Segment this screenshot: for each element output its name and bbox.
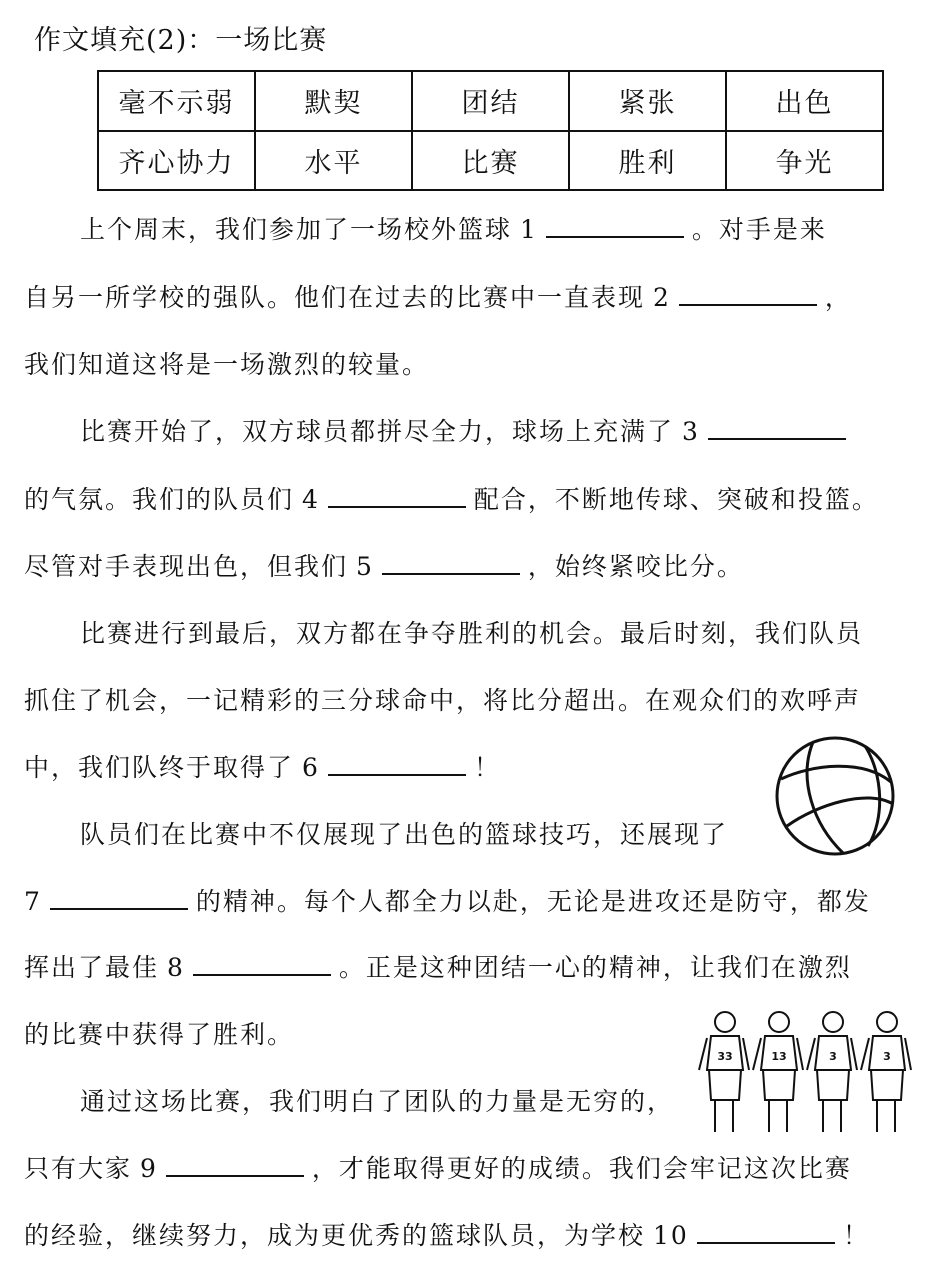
- line-text: 我们知道这将是一场激烈的较量。: [24, 350, 430, 379]
- word-bank-row: [98, 131, 883, 191]
- line-text: 自另一所学校的强队。他们在过去的比赛中一直表现: [24, 283, 646, 312]
- passage-line: [24, 278, 914, 318]
- word-bank-table: [97, 70, 884, 191]
- answer-blank[interactable]: [679, 278, 817, 306]
- passage-line: [24, 1149, 914, 1189]
- passage-line: [80, 614, 939, 654]
- word-bank-cell: 紧张: [569, 71, 726, 131]
- passage-line: [24, 547, 914, 587]
- line-text: 的气氛。我们的队员们: [24, 485, 295, 514]
- line-text: 比赛进行到最后，双方都在争夺胜利的机会。最后时刻，我们队员: [80, 619, 864, 648]
- word-bank-cell: 团结: [412, 71, 569, 131]
- blank-number: 3: [682, 417, 700, 446]
- line-text: 通过这场比赛，我们明白了团队的力量是无穷的，: [80, 1087, 675, 1116]
- word-bank-cell: 毫不示弱: [98, 71, 255, 131]
- line-text: 的比赛中获得了胜利。: [24, 1020, 295, 1049]
- answer-blank[interactable]: [708, 412, 846, 440]
- passage-line: [24, 882, 914, 922]
- blank-number: 1: [520, 215, 538, 244]
- line-text: 。正是这种团结一心的精神，让我们在激烈: [338, 953, 852, 982]
- jersey-number: 13: [771, 1050, 787, 1063]
- answer-blank[interactable]: [328, 748, 466, 776]
- line-text: ！: [842, 1221, 870, 1250]
- line-text: 上个周末，我们参加了一场校外篮球: [80, 215, 513, 244]
- line-text: 的经验，继续努力，成为更优秀的篮球队员，为学校: [24, 1221, 646, 1250]
- passage-line: [80, 412, 939, 452]
- blank-number: 6: [302, 753, 320, 782]
- line-text: ，才能取得更好的成绩。我们会牢记这次比赛: [311, 1154, 852, 1183]
- line-text: ，: [824, 283, 852, 312]
- line-text: 只有大家: [24, 1154, 133, 1183]
- blank-number: 4: [302, 485, 320, 514]
- basketball-icon: [773, 734, 897, 858]
- blank-number: 5: [356, 552, 374, 581]
- passage-line: [80, 210, 939, 250]
- line-text: 的精神。每个人都全力以赴，无论是进攻还是防守，都发: [195, 887, 871, 916]
- blank-number: 10: [653, 1221, 689, 1250]
- answer-blank[interactable]: [166, 1149, 304, 1177]
- line-text: ，始终紧咬比分。: [527, 552, 744, 581]
- line-text: 挥出了最佳: [24, 953, 160, 982]
- line-text: 比赛开始了，双方球员都拼尽全力，球场上充满了: [80, 417, 675, 446]
- passage-line: [24, 948, 914, 988]
- blank-number: 7: [24, 887, 42, 916]
- answer-blank[interactable]: [328, 480, 466, 508]
- word-bank-cell: 水平: [255, 131, 412, 191]
- line-text: 中，我们队终于取得了: [24, 753, 295, 782]
- page-title: 作文填充(2)：一场比赛: [34, 25, 328, 56]
- line-text: 。对手是来: [691, 215, 827, 244]
- blank-number: 9: [140, 1154, 158, 1183]
- basketball-players-icon: [695, 1008, 917, 1138]
- word-bank-cell: 胜利: [569, 131, 726, 191]
- answer-blank[interactable]: [697, 1216, 835, 1244]
- line-text: 抓住了机会，一记精彩的三分球命中，将比分超出。在观众们的欢呼声: [24, 686, 862, 715]
- blank-number: 8: [167, 953, 185, 982]
- word-bank-cell: 争光: [726, 131, 883, 191]
- answer-blank[interactable]: [193, 948, 331, 976]
- line-text: 配合，不断地传球、突破和投篮。: [473, 485, 879, 514]
- passage-line: [24, 345, 914, 385]
- word-bank-cell: 出色: [726, 71, 883, 131]
- line-text: 尽管对手表现出色，但我们: [24, 552, 349, 581]
- line-text: 队员们在比赛中不仅展现了出色的篮球技巧，还展现了: [80, 820, 729, 849]
- passage-line: [24, 681, 914, 721]
- blank-number: 2: [653, 283, 671, 312]
- jersey-number: 3: [829, 1050, 837, 1063]
- word-bank-cell: 齐心协力: [98, 131, 255, 191]
- word-bank-cell: 比赛: [412, 131, 569, 191]
- answer-blank[interactable]: [50, 882, 188, 910]
- answer-blank[interactable]: [382, 547, 520, 575]
- line-text: ！: [473, 753, 501, 782]
- jersey-number: 3: [883, 1050, 891, 1063]
- passage-line: [24, 480, 914, 520]
- answer-blank[interactable]: [546, 210, 684, 238]
- word-bank-row: [98, 71, 883, 131]
- jersey-number: 33: [717, 1050, 733, 1063]
- word-bank-cell: 默契: [255, 71, 412, 131]
- passage-line: [24, 1216, 914, 1256]
